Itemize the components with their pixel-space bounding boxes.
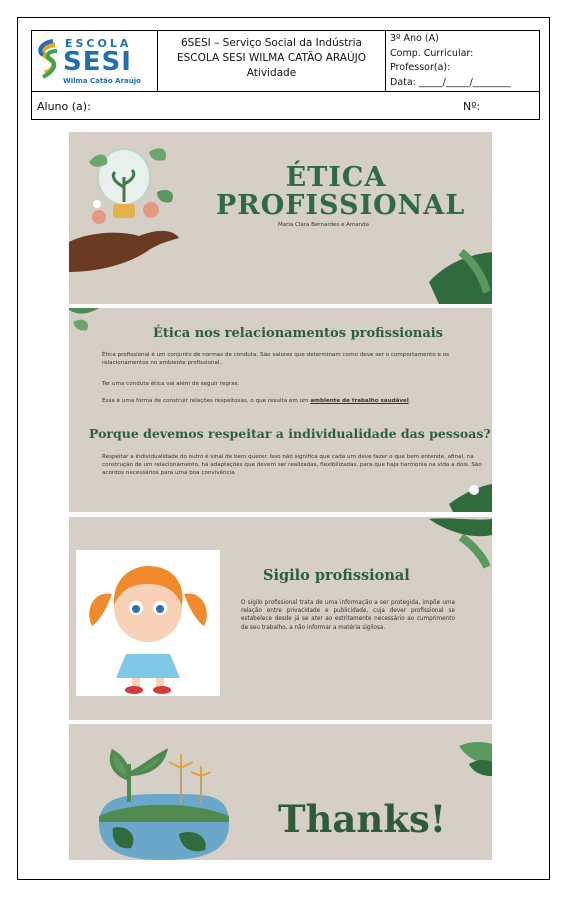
logo-sesi-text: SESI — [63, 47, 132, 77]
paragraph-sigilo: O sigilo profissional trata de uma informação a ser protegida, impõe uma relação entre privacidade e publicidade, cuja dever profissional se estabelece desde já se ater ao estritamente necessário ao cumprimento de seu trabalho, a não informar a matéria sigilosa. — [241, 600, 455, 631]
slide-thanks — [69, 724, 492, 860]
header-info — [386, 31, 539, 91]
teacher-field: Professor(a): — [390, 62, 451, 73]
school-logo — [32, 31, 158, 91]
school-name: ESCOLA SESI WILMA CATÃO ARAÚJO — [177, 52, 366, 64]
paragraph-relacoes-text: Essa é uma forma de construir relações respeitosas, o que resulta em um — [102, 398, 309, 404]
heading-individualidade: Porque devemos respeitar a individualidade das pessoas? — [89, 426, 491, 441]
sesi-logo-icon — [35, 39, 63, 85]
school-header — [31, 30, 540, 120]
slide-title — [69, 132, 492, 304]
logo-subtitle: Wilma Catão Araújo — [63, 77, 141, 85]
highlight-ambiente: ambiente de trabalho saudável — [310, 398, 409, 404]
number-label: Nº: — [463, 100, 481, 113]
slide-sigilo — [69, 517, 492, 720]
student-row — [32, 91, 539, 119]
subject-field: Comp. Curricular: — [390, 47, 474, 59]
girl-secret-icon — [76, 550, 220, 696]
slides-image — [69, 132, 492, 860]
paragraph-relacoes — [102, 397, 482, 405]
paragraph-relacoes-end: . — [408, 398, 411, 404]
paragraph-conduta: Ter uma conduta ética vai além de seguir regras. — [102, 381, 240, 387]
header-center — [158, 31, 386, 91]
grade-field: 3º Ano (A) — [390, 33, 439, 44]
date-field: Data: _____/_____/________ — [390, 76, 511, 88]
title-etica-profissional — [216, 162, 466, 221]
paragraph-individualidade: Respeitar a individualidade do outro é sinal de bem querer. Isso não significa que cada um deve fazer o que bem entende, afinal, na construção de um relacionamento, há adaptações que devem ser realizadas, flexibilizadas, para que haja harmonia na vida a dois. São acordos necessários para uma boa convivência — [102, 454, 482, 476]
heading-etica-relacionamentos: Ética nos relacionamentos profissionais — [153, 326, 444, 341]
student-label: Aluno (a): — [37, 100, 91, 113]
slide-etica-relacionamentos — [69, 308, 492, 512]
girl-illustration — [76, 550, 220, 696]
logo-escola-text: ESCOLA — [65, 37, 132, 50]
title-line-1: ÉTICA — [285, 162, 387, 193]
authors: Maria Clara Bernardes e Amanda — [278, 222, 369, 228]
heading-sigilo: Sigilo profissional — [263, 567, 410, 584]
paragraph-definicao: Ética profissional é um conjunto de normas de conduta. São valores que determinam como deve ser o comportamento e os relacionamentos no ambiente profissional. — [102, 352, 450, 366]
institution-name: 6SESI – Serviço Social da Indústria — [180, 37, 362, 49]
document-type: Atividade — [246, 67, 297, 79]
title-line-2: PROFISSIONAL — [216, 190, 466, 221]
thanks-text: Thanks! — [278, 797, 447, 841]
